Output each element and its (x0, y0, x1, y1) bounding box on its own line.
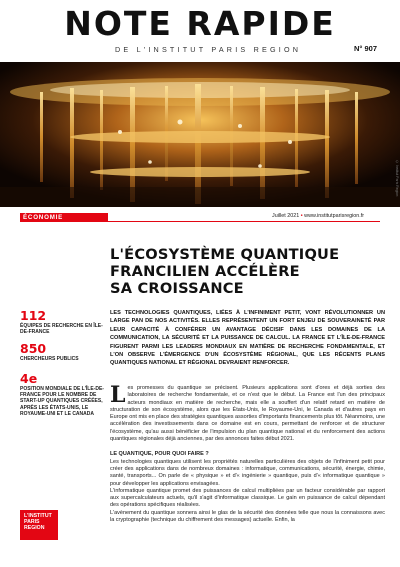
stat-block (20, 342, 105, 362)
stat-block (20, 309, 105, 335)
article-title (110, 246, 380, 297)
body-subheading: LE QUANTIQUE, POUR QUOI FAIRE ? (110, 451, 209, 458)
body-paragraph (110, 382, 385, 443)
drop-cap: L (110, 382, 126, 408)
masthead (0, 0, 400, 62)
stat-block (20, 372, 105, 417)
logo-line-2: PARIS (24, 519, 40, 526)
body-paragraph: L'informatique quantique promet des puissances de calcul multipliées par un facteur considérable par rapport aux supercalculateurs actuels, qu'il s'agit d'informatique classique. Le gain en puissance de calcul dépendant des opérations spécifiques réalisées. (110, 487, 385, 509)
masthead-subtitle: DE L'INSTITUT PARIS REGION (115, 45, 302, 54)
article-body (110, 382, 385, 524)
quantum-computer-illustration (0, 62, 400, 207)
stat-label: CHERCHEURS PUBLICS (20, 356, 79, 362)
title-line-1: L'ÉCOSYSTÈME QUANTIQUE (110, 246, 340, 263)
issue-number: N° 907 (354, 44, 378, 53)
masthead-title: NOTE RAPIDE (64, 4, 336, 43)
institut-logo (20, 510, 58, 540)
stat-label: POSITION MONDIALE DE L'ÎLE-DE-FRANCE POUR LE NOMBRE DE START-UP QUANTIQUES CRÉÉES, APRÈS LES ÉTATS-UNIS, LE ROYAUME-UNI ET LE CANADA (20, 386, 104, 417)
photo-credit: © Institut Paris Region (395, 160, 399, 197)
section-divider (105, 221, 380, 222)
title-line-2: FRANCILIEN ACCÉLÈRE (110, 263, 300, 280)
stat-value: 112 (20, 308, 47, 323)
publication-date: Juillet 2021 (272, 213, 300, 219)
hero-image (0, 62, 400, 207)
stat-value: 850 (20, 341, 47, 356)
lead-text: LES TECHNOLOGIES QUANTIQUES, LIÉES À L'INFINIMENT PETIT, VONT RÉVOLUTIONNER UN LARGE PAN DE NOS ACTIVITÉS. ELLES REPRÉSENTENT UN FORT ENJEU DE SOUVERAINETÉ PAR LEUR CAPACITÉ À CONFÉRER UN AVANTAGE DÉCISIF DANS LES DOMAINES DE LA COMMUNICATION, LA SÉCURITÉ ET LA PUISSANCE DE CALCUL. LA FRANCE ET L'ÎLE-DE-FRANCE FIGURENT PARMI LES LEADERS MONDIAUX EN MATIÈRE DE RECHERCHE FONDAMENTALE, ET L'ON OBSERVE L'ÉMERGENCE D'UN ÉCOSYSTÈME RÉGIONAL, QUE LES RÉCENTS PLANS QUANTIQUES NATIONAL ET RÉGIONAL DEVRAIENT RENFORCER. (110, 310, 385, 367)
dateline (272, 213, 364, 219)
title-line-3: SA CROISSANCE (110, 280, 244, 297)
logo-line-3: REGION (24, 525, 45, 532)
stat-label: ÉQUIPES DE RECHERCHE EN ÎLE-DE-FRANCE (20, 323, 103, 336)
paragraph-text: es promesses du quantique se précisent. Plusieurs applications sont d'ores et déjà sorties des laboratoires de recherche fondamentale, et ce n'est que le début. La France est l'un des principaux acteurs mondiaux en matière de recherche, mais elle a souffert d'un relatif retard en matière de structuration de son écosystème, alors que les États-Unis, le Royaume-Uni, le Canada et d'autres pays en Europe ont mis en place des stratégies quantiques assorties d'importants financements plus tôt. Néanmoins, une accélération des investissements dans ce domaine est en cours, permettant de renforcer et de structurer l'écosystème, qu'au aussi bénéficier de l'impulsion du plan quantique national et du renforcement des actions quantiques régionales déjà anciennes, par des annonces faites début 2021. (110, 385, 385, 443)
body-paragraph: Les technologies quantiques utilisent les propriétés naturelles particulières des objets de l'infiniment petit pour créer des applications dans de nombreux domaines : informatique, communications, sécurité, énergie, chimie, santé, transports... On parle de « physique » et d'« ingénierie » quantique, puis d'« informatique quantique » pour développer les applications envisagées. (110, 458, 385, 487)
logo-line-1: L'INSTITUT (24, 513, 52, 519)
article-lead (110, 309, 385, 368)
stat-value: 4e (20, 371, 38, 386)
website-link[interactable]: www.institutparisregion.fr (304, 213, 365, 219)
body-paragraph: L'avènement du quantique sonnera ainsi le glas de la sécurité des données telle que nous la connaissons avec la cryptographie (technique du chiffrement des messages) actuelle. Enfin, la (110, 509, 385, 524)
dateline-separator: • (300, 213, 303, 219)
section-label: ÉCONOMIE (20, 213, 108, 222)
